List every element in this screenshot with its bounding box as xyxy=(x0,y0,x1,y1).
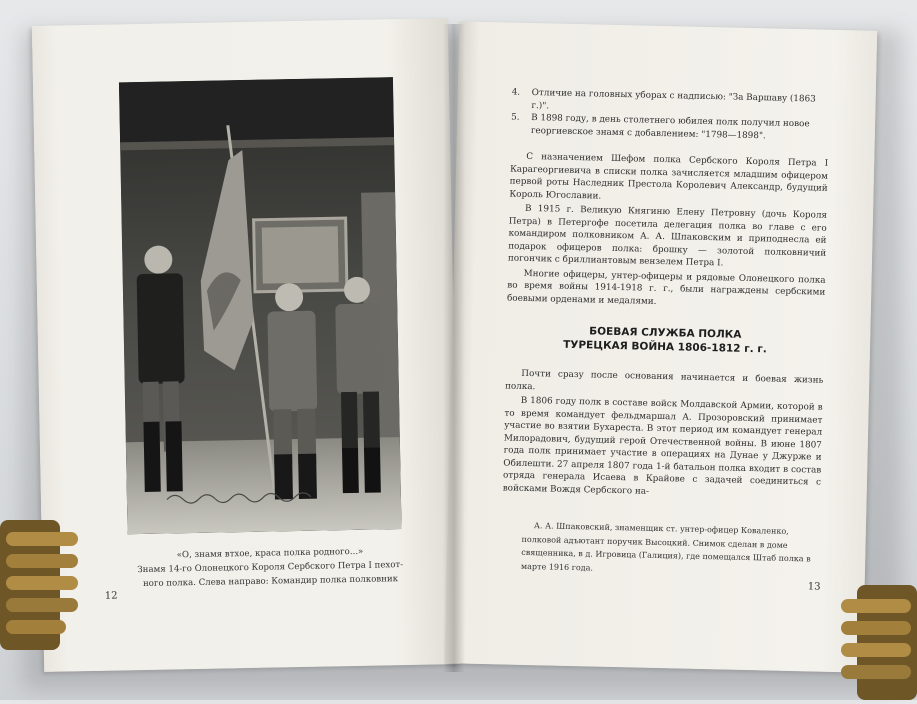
brass-clip-left xyxy=(0,510,82,664)
left-page xyxy=(32,18,460,672)
list-text: Отличие на головных уборах с надписью: "За Варшаву (1863 г.)". xyxy=(531,88,816,111)
list-number: 4. xyxy=(511,87,521,98)
list-number: 5. xyxy=(511,112,520,123)
paragraph: Почти сразу после основания начинается и боевая жизнь полка. xyxy=(504,368,824,392)
body-text-top xyxy=(507,151,828,314)
photo-caption xyxy=(122,544,419,592)
caption-line: «О, знамя втхое, краса полка родного...» xyxy=(176,546,364,561)
paragraph: С назначением Шефом полка Сербского Короля Петра I Карагеоргиевича в списки полка зачисляется младшим офицером первой роты Наследник Престола Королевич Александр, будущий Король Югославии. xyxy=(509,151,829,202)
body-text-bottom xyxy=(503,367,824,503)
paragraph: В 1915 г. Великую Княгиню Елену Петровну (дочь Короля Петра) в Петергофе посетила делегация полка во главе с его командиром полковником А. А. Шпаковским и приподнесла ей подарок офицеров полка: брошку — золотой полковничий погончик с бриллиантовым вензелем Петра I. xyxy=(507,203,828,269)
section-heading xyxy=(506,322,825,357)
heading-line: БОЕВАЯ СЛУЖБА ПОЛКА xyxy=(589,325,742,341)
paragraph: Многие офицеры, унтер-офицеры и рядовые Олонецкого полка во время войны 1914-1918 г. г., были награждены сербскими боевыми орденами и медалями. xyxy=(506,268,826,307)
brass-clip-right xyxy=(837,585,917,704)
page-number-right: 13 xyxy=(807,581,821,593)
right-page xyxy=(445,21,877,672)
paragraph: В 1806 году полк в составе войск Молдавской Армии, которой в то время командует фельдмаршал А. Прозоровский принимает участие во взятии Бухареста. В этот период им командует генерал Милорадович, будущий герой Отечественной войны. В июне 1807 года полк принимает участие в операциях на Дунае у Джурже и Обилешти. 27 апреля 1807 года 1-й батальон полка входит в состав отряда генерала Исаева в Крайове с задачей соединиться с войсками Вождя Сербского на- xyxy=(502,395,823,497)
historical-photograph xyxy=(119,77,402,534)
numbered-list xyxy=(511,87,830,144)
page-number-left: 12 xyxy=(104,590,118,602)
photograph-image xyxy=(119,77,402,534)
heading-line: ТУРЕЦКАЯ ВОЙНА 1806-1812 г. г. xyxy=(563,338,767,356)
caption-line: Знамя 14-го Олонецкого Короля Сербского Петра I пехот- xyxy=(137,560,404,576)
photo-caption-continued: А. А. Шпаковский, знаменщик ст. унтер-офицер Коваленко, полковой адъютант поручик Высоцкий. Снимок сделан в доме священника, в д. Игровица (Галиция), где помещался Штаб полка в марте 1916 года. xyxy=(520,521,811,573)
book-gutter xyxy=(443,24,465,672)
caption-line: ного полка. Слева направо: Командир полка полковник xyxy=(142,574,399,590)
list-text: В 1898 году, в день столетнего юбилея полк получил новое георгиевское знамя с добавлением: "1798—1898". xyxy=(530,112,810,141)
